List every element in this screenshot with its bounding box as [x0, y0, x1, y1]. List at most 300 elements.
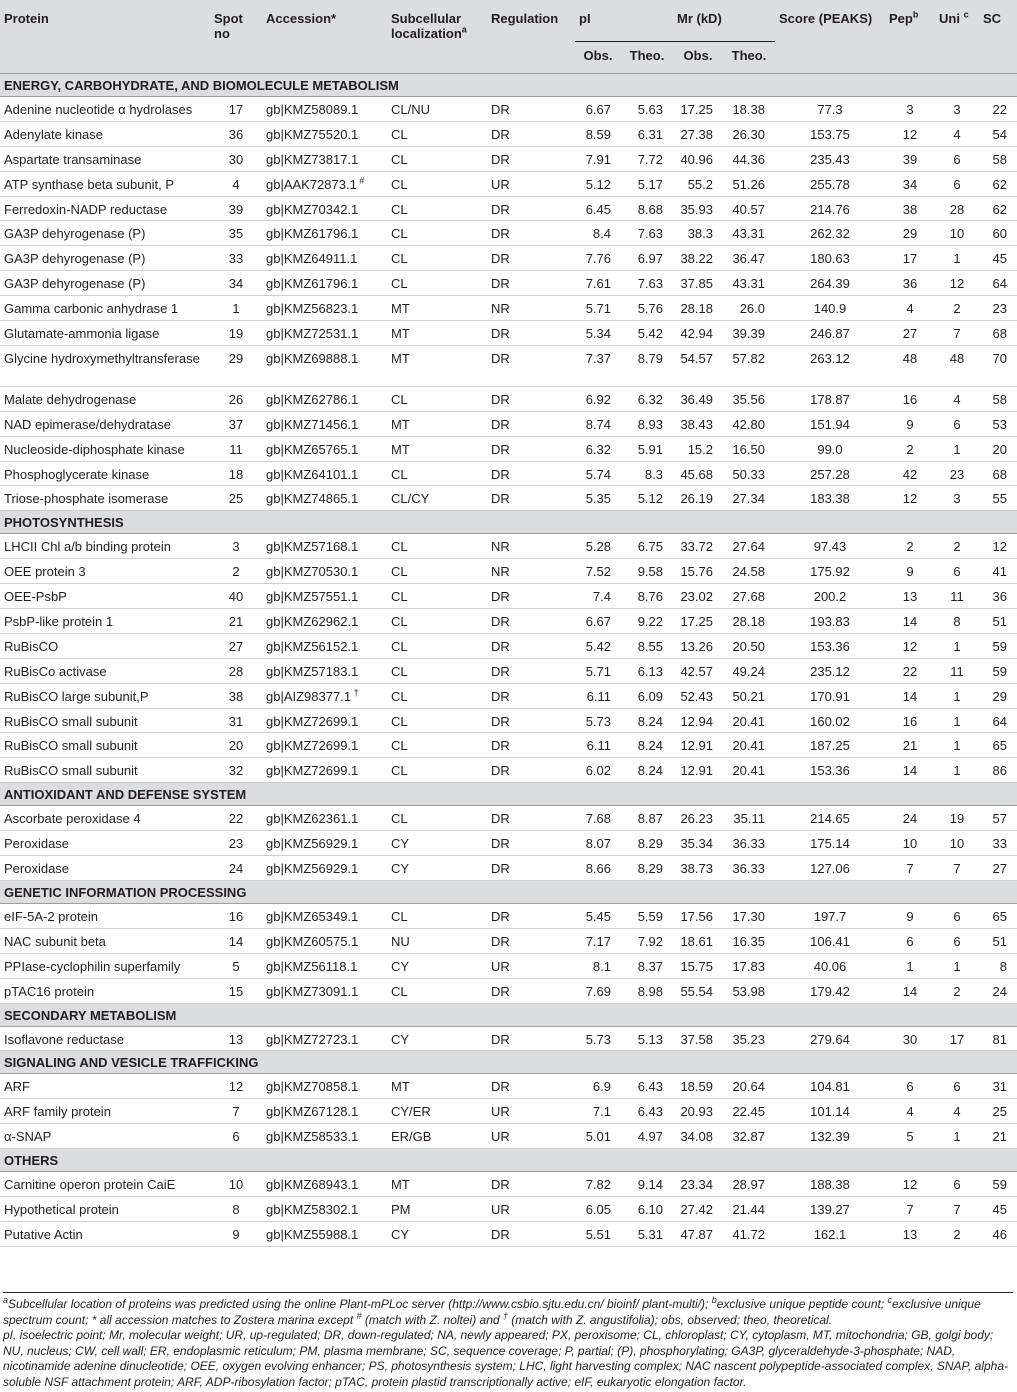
cell-sc: 51 [979, 609, 1017, 634]
cell-localization: CL [387, 386, 487, 411]
cell-localization: CL [387, 806, 487, 831]
cell-regulation: NR [487, 534, 575, 559]
table-row [0, 609, 1017, 634]
cell-mr-obs: 42.57 [673, 658, 723, 683]
cell-localization: MT [387, 436, 487, 461]
cell-mr-obs: 38.22 [673, 246, 723, 271]
table-body [0, 74, 1017, 1247]
cell-localization: PM [387, 1196, 487, 1221]
cell-spot: 22 [210, 806, 262, 831]
cell-mr-obs: 35.93 [673, 196, 723, 221]
cell-mr-theo: 43.31 [723, 221, 775, 246]
cell-pi-obs: 6.9 [575, 1074, 621, 1099]
cell-protein: Glutamate-ammonia ligase [0, 321, 210, 346]
cell-uni: 4 [935, 386, 979, 411]
accession-text: gb|KMZ72699.1 [266, 713, 359, 729]
cell-sc: 68 [979, 461, 1017, 486]
cell-pi-theo: 8.98 [621, 978, 673, 1003]
cell-regulation: DR [487, 584, 575, 609]
cell-regulation: UR [487, 171, 575, 196]
cell-pep: 2 [885, 534, 935, 559]
cell-uni: 1 [935, 436, 979, 461]
cell-score: 246.87 [775, 321, 885, 346]
cell-regulation: DR [487, 321, 575, 346]
cell-pep: 10 [885, 831, 935, 856]
cell-protein: eIF-5A-2 protein [0, 903, 210, 928]
accession-text: gb|KMZ62962.1 [266, 614, 359, 630]
cell-accession [262, 534, 387, 559]
cell-uni: 7 [935, 321, 979, 346]
cell-accession [262, 1124, 387, 1149]
cell-mr-obs: 38.43 [673, 411, 723, 436]
cell-mr-theo: 28.97 [723, 1172, 775, 1197]
cell-spot: 17 [210, 97, 262, 122]
cell-sc: 51 [979, 928, 1017, 953]
cell-score: 101.14 [775, 1099, 885, 1124]
cell-pi-obs: 6.92 [575, 386, 621, 411]
cell-protein: Adenylate kinase [0, 121, 210, 146]
header-mr: Mr (kD) [673, 0, 775, 42]
cell-protein: Nucleoside-diphosphate kinase [0, 436, 210, 461]
table-row [0, 683, 1017, 708]
cell-uni: 4 [935, 1099, 979, 1124]
header-regulation: Regulation [487, 0, 575, 74]
cell-pi-theo: 5.76 [621, 296, 673, 321]
cell-spot: 30 [210, 146, 262, 171]
table-row [0, 534, 1017, 559]
accession-text: gb|KMZ71456.1 [266, 416, 359, 432]
cell-pep: 21 [885, 733, 935, 758]
cell-regulation: DR [487, 733, 575, 758]
table-row [0, 221, 1017, 246]
table-footnotes [3, 1292, 1013, 1390]
cell-pi-theo: 4.97 [621, 1124, 673, 1149]
cell-accession [262, 903, 387, 928]
accession-text: gb|KMZ75520.1 [266, 126, 359, 142]
cell-accession [262, 1026, 387, 1051]
cell-pi-theo: 8.24 [621, 708, 673, 733]
header-pi: pI [575, 0, 673, 42]
accession-text: gb|KMZ67128.1 [266, 1104, 359, 1120]
cell-mr-theo: 49.24 [723, 658, 775, 683]
cell-mr-obs: 28.18 [673, 296, 723, 321]
table-row [0, 758, 1017, 783]
cell-score: 153.36 [775, 758, 885, 783]
cell-localization: CL [387, 609, 487, 634]
table-row [0, 1026, 1017, 1051]
cell-pi-theo: 7.92 [621, 928, 673, 953]
cell-mr-obs: 20.93 [673, 1099, 723, 1124]
cell-protein: PPIase-cyclophilin superfamily [0, 953, 210, 978]
cell-accession [262, 386, 387, 411]
header-spot: Spot no [210, 0, 262, 74]
accession-text: gb|KMZ58302.1 [266, 1201, 359, 1217]
cell-mr-theo: 36.33 [723, 831, 775, 856]
cell-pi-obs: 6.05 [575, 1196, 621, 1221]
cell-accession [262, 1172, 387, 1197]
cell-spot: 12 [210, 1074, 262, 1099]
table-row [0, 559, 1017, 584]
cell-pi-obs: 7.52 [575, 559, 621, 584]
cell-mr-obs: 12.91 [673, 758, 723, 783]
cell-protein: Putative Actin [0, 1221, 210, 1246]
cell-sc: 57 [979, 806, 1017, 831]
cell-localization: CL [387, 758, 487, 783]
accession-text: gb|KMZ62786.1 [266, 391, 359, 407]
cell-mr-theo: 22.45 [723, 1099, 775, 1124]
cell-pi-obs: 7.91 [575, 146, 621, 171]
cell-sc: 54 [979, 121, 1017, 146]
cell-uni: 1 [935, 758, 979, 783]
cell-spot: 32 [210, 758, 262, 783]
cell-localization: CL [387, 733, 487, 758]
cell-spot: 8 [210, 1196, 262, 1221]
cell-mr-theo: 27.68 [723, 584, 775, 609]
header-pep [885, 0, 935, 74]
cell-mr-theo: 32.87 [723, 1124, 775, 1149]
cell-spot: 2 [210, 559, 262, 584]
cell-pi-obs: 6.45 [575, 196, 621, 221]
cell-pep: 16 [885, 386, 935, 411]
table-row [0, 121, 1017, 146]
cell-uni: 23 [935, 461, 979, 486]
header-accession: Accession* [262, 0, 387, 74]
accession-text: gb|KMZ56929.1 [266, 861, 359, 877]
header-localization-text: Subcellular localization [391, 11, 462, 41]
cell-mr-obs: 26.19 [673, 486, 723, 511]
cell-pep: 12 [885, 633, 935, 658]
cell-spot: 29 [210, 345, 262, 386]
cell-mr-theo: 20.64 [723, 1074, 775, 1099]
cell-uni: 2 [935, 1221, 979, 1246]
cell-uni: 1 [935, 733, 979, 758]
cell-mr-theo: 36.47 [723, 246, 775, 271]
cell-mr-obs: 27.38 [673, 121, 723, 146]
cell-regulation: UR [487, 1124, 575, 1149]
cell-regulation: DR [487, 708, 575, 733]
cell-protein: Peroxidase [0, 831, 210, 856]
cell-pi-theo: 9.14 [621, 1172, 673, 1197]
cell-uni: 1 [935, 633, 979, 658]
cell-accession [262, 486, 387, 511]
cell-accession [262, 708, 387, 733]
cell-regulation: DR [487, 658, 575, 683]
section-title: PHOTOSYNTHESIS [0, 511, 1017, 534]
cell-localization: MT [387, 1172, 487, 1197]
cell-uni: 2 [935, 534, 979, 559]
cell-score: 262.32 [775, 221, 885, 246]
cell-sc: 22 [979, 97, 1017, 122]
accession-text: gb|KMZ64101.1 [266, 466, 359, 482]
cell-score: 153.75 [775, 121, 885, 146]
cell-uni: 10 [935, 831, 979, 856]
table-row [0, 146, 1017, 171]
cell-pi-obs: 7.4 [575, 584, 621, 609]
cell-pi-theo: 9.22 [621, 609, 673, 634]
cell-pi-theo: 8.3 [621, 461, 673, 486]
cell-score: 183.38 [775, 486, 885, 511]
cell-pi-theo: 8.87 [621, 806, 673, 831]
cell-protein: RuBisCO large subunit,P [0, 683, 210, 708]
cell-spot: 36 [210, 121, 262, 146]
accession-text: gb|KMZ70530.1 [266, 564, 359, 580]
cell-protein: ATP synthase beta subunit, P [0, 171, 210, 196]
cell-pep: 9 [885, 559, 935, 584]
cell-mr-theo: 50.33 [723, 461, 775, 486]
cell-sc: 60 [979, 221, 1017, 246]
cell-mr-theo: 18.38 [723, 97, 775, 122]
cell-pi-theo: 8.55 [621, 633, 673, 658]
section-row [0, 783, 1017, 806]
accession-text: gb|KMZ73817.1 [266, 151, 359, 167]
cell-uni: 6 [935, 559, 979, 584]
cell-uni: 6 [935, 171, 979, 196]
accession-text: gb|KMZ69888.1 [266, 350, 359, 366]
cell-mr-theo: 27.64 [723, 534, 775, 559]
cell-spot: 10 [210, 1172, 262, 1197]
cell-regulation: DR [487, 758, 575, 783]
cell-score: 255.78 [775, 171, 885, 196]
cell-sc: 41 [979, 559, 1017, 584]
cell-mr-theo: 26.0 [723, 296, 775, 321]
cell-pep: 42 [885, 461, 935, 486]
cell-uni: 1 [935, 708, 979, 733]
cell-spot: 27 [210, 633, 262, 658]
cell-score: 257.28 [775, 461, 885, 486]
cell-accession [262, 978, 387, 1003]
cell-sc: 23 [979, 296, 1017, 321]
cell-regulation: UR [487, 1196, 575, 1221]
cell-pi-obs: 5.35 [575, 486, 621, 511]
cell-regulation: NR [487, 559, 575, 584]
cell-protein: Ascorbate peroxidase 4 [0, 806, 210, 831]
cell-sc: 59 [979, 658, 1017, 683]
cell-pep: 5 [885, 1124, 935, 1149]
accession-text: gb|KMZ56823.1 [266, 301, 359, 317]
table-row [0, 806, 1017, 831]
cell-uni: 10 [935, 221, 979, 246]
cell-sc: 70 [979, 345, 1017, 386]
cell-sc: 27 [979, 856, 1017, 881]
cell-pi-theo: 6.43 [621, 1099, 673, 1124]
cell-localization: CL [387, 903, 487, 928]
cell-accession [262, 97, 387, 122]
cell-localization: CY [387, 856, 487, 881]
cell-mr-obs: 54.57 [673, 345, 723, 386]
cell-pi-theo: 5.63 [621, 97, 673, 122]
cell-pep: 7 [885, 1196, 935, 1221]
cell-score: 214.65 [775, 806, 885, 831]
cell-mr-obs: 18.59 [673, 1074, 723, 1099]
cell-accession [262, 1196, 387, 1221]
cell-pep: 29 [885, 221, 935, 246]
cell-protein: Carnitine operon protein CaiE [0, 1172, 210, 1197]
cell-accession [262, 146, 387, 171]
cell-regulation: DR [487, 461, 575, 486]
cell-score: 279.64 [775, 1026, 885, 1051]
cell-protein: pTAC16 protein [0, 978, 210, 1003]
cell-pep: 4 [885, 296, 935, 321]
cell-sc: 8 [979, 953, 1017, 978]
cell-pi-theo: 6.32 [621, 386, 673, 411]
cell-regulation: DR [487, 683, 575, 708]
cell-protein: Adenine nucleotide α hydrolases [0, 97, 210, 122]
table-row [0, 978, 1017, 1003]
cell-regulation: DR [487, 411, 575, 436]
cell-pi-obs: 6.02 [575, 758, 621, 783]
cell-localization: CL [387, 978, 487, 1003]
accession-text: gb|AIZ98377.1 [266, 688, 352, 704]
cell-score: 162.1 [775, 1221, 885, 1246]
cell-protein: Hypothetical protein [0, 1196, 210, 1221]
cell-mr-obs: 40.96 [673, 146, 723, 171]
cell-regulation: DR [487, 486, 575, 511]
cell-sc: 65 [979, 733, 1017, 758]
cell-pi-theo: 8.24 [621, 758, 673, 783]
cell-spot: 35 [210, 221, 262, 246]
cell-protein: Glycine hydroxymethyltransferase [0, 345, 210, 386]
section-title: ANTIOXIDANT AND DEFENSE SYSTEM [0, 783, 1017, 806]
cell-mr-obs: 55.54 [673, 978, 723, 1003]
cell-accession [262, 345, 387, 386]
cell-pep: 22 [885, 658, 935, 683]
cell-mr-obs: 15.76 [673, 559, 723, 584]
cell-pi-obs: 6.67 [575, 609, 621, 634]
accession-text: gb|KMZ61796.1 [266, 276, 359, 292]
cell-score: 151.94 [775, 411, 885, 436]
cell-pi-theo: 9.58 [621, 559, 673, 584]
cell-mr-theo: 17.30 [723, 903, 775, 928]
cell-score: 170.91 [775, 683, 885, 708]
cell-mr-obs: 47.87 [673, 1221, 723, 1246]
cell-score: 264.39 [775, 271, 885, 296]
cell-accession [262, 246, 387, 271]
cell-accession [262, 831, 387, 856]
cell-pi-theo: 5.13 [621, 1026, 673, 1051]
cell-sc: 31 [979, 1074, 1017, 1099]
cell-uni: 6 [935, 146, 979, 171]
cell-spot: 13 [210, 1026, 262, 1051]
cell-mr-obs: 12.94 [673, 708, 723, 733]
cell-spot: 34 [210, 271, 262, 296]
accession-text: gb|KMZ57183.1 [266, 663, 359, 679]
accession-text: gb|KMZ57551.1 [266, 589, 359, 605]
cell-mr-obs: 52.43 [673, 683, 723, 708]
cell-mr-obs: 17.56 [673, 903, 723, 928]
cell-protein: NAD epimerase/dehydratase [0, 411, 210, 436]
cell-sc: 36 [979, 584, 1017, 609]
table-row [0, 345, 1017, 386]
accession-text: gb|KMZ72699.1 [266, 738, 359, 754]
cell-score: 99.0 [775, 436, 885, 461]
section-title: SECONDARY METABOLISM [0, 1003, 1017, 1026]
section-row [0, 1003, 1017, 1026]
cell-pep: 6 [885, 1074, 935, 1099]
header-protein: Protein [0, 0, 210, 74]
cell-spot: 4 [210, 171, 262, 196]
cell-localization: CL [387, 461, 487, 486]
header-localization [387, 0, 487, 74]
cell-accession [262, 121, 387, 146]
table-row [0, 461, 1017, 486]
cell-pi-obs: 8.07 [575, 831, 621, 856]
cell-protein: RuBisCO small subunit [0, 733, 210, 758]
cell-regulation: DR [487, 1026, 575, 1051]
header-mr-theo: Theo. [723, 42, 775, 74]
cell-score: 193.83 [775, 609, 885, 634]
cell-spot: 7 [210, 1099, 262, 1124]
cell-pep: 14 [885, 683, 935, 708]
cell-score: 160.02 [775, 708, 885, 733]
cell-protein: NAC subunit beta [0, 928, 210, 953]
cell-uni: 11 [935, 584, 979, 609]
cell-regulation: DR [487, 271, 575, 296]
cell-spot: 24 [210, 856, 262, 881]
cell-localization: CL [387, 121, 487, 146]
cell-localization: CY/ER [387, 1099, 487, 1124]
cell-mr-theo: 36.33 [723, 856, 775, 881]
cell-protein: RuBisCO small subunit [0, 758, 210, 783]
cell-sc: 58 [979, 146, 1017, 171]
cell-score: 104.81 [775, 1074, 885, 1099]
cell-pep: 36 [885, 271, 935, 296]
cell-pi-obs: 5.73 [575, 1026, 621, 1051]
cell-pep: 7 [885, 856, 935, 881]
table-row [0, 486, 1017, 511]
cell-sc: 45 [979, 246, 1017, 271]
cell-mr-obs: 15.75 [673, 953, 723, 978]
cell-regulation: DR [487, 1172, 575, 1197]
cell-pep: 34 [885, 171, 935, 196]
cell-mr-theo: 39.39 [723, 321, 775, 346]
cell-mr-theo: 24.58 [723, 559, 775, 584]
cell-mr-theo: 50.21 [723, 683, 775, 708]
cell-protein: OEE-PsbP [0, 584, 210, 609]
cell-accession [262, 296, 387, 321]
cell-uni: 48 [935, 345, 979, 386]
cell-pi-theo: 8.24 [621, 733, 673, 758]
cell-localization: CL [387, 633, 487, 658]
cell-mr-obs: 38.73 [673, 856, 723, 881]
cell-pi-obs: 5.71 [575, 296, 621, 321]
cell-pi-obs: 5.74 [575, 461, 621, 486]
cell-protein: PsbP-like protein 1 [0, 609, 210, 634]
cell-mr-obs: 18.61 [673, 928, 723, 953]
cell-accession [262, 1074, 387, 1099]
cell-pep: 12 [885, 121, 935, 146]
cell-spot: 38 [210, 683, 262, 708]
cell-pi-theo: 5.31 [621, 1221, 673, 1246]
cell-localization: CL [387, 708, 487, 733]
section-title: GENETIC INFORMATION PROCESSING [0, 880, 1017, 903]
cell-pep: 14 [885, 609, 935, 634]
cell-accession [262, 928, 387, 953]
table-row [0, 584, 1017, 609]
cell-protein: RuBisCO small subunit [0, 708, 210, 733]
accession-text: gb|AAK72873.1 [266, 176, 357, 192]
cell-spot: 1 [210, 296, 262, 321]
cell-mr-obs: 17.25 [673, 609, 723, 634]
cell-mr-obs: 33.72 [673, 534, 723, 559]
cell-score: 127.06 [775, 856, 885, 881]
cell-regulation: DR [487, 97, 575, 122]
cell-regulation: DR [487, 856, 575, 881]
cell-mr-obs: 26.23 [673, 806, 723, 831]
cell-localization: MT [387, 411, 487, 436]
header-uni-sup: c [963, 9, 969, 20]
cell-accession [262, 856, 387, 881]
cell-pi-obs: 7.61 [575, 271, 621, 296]
